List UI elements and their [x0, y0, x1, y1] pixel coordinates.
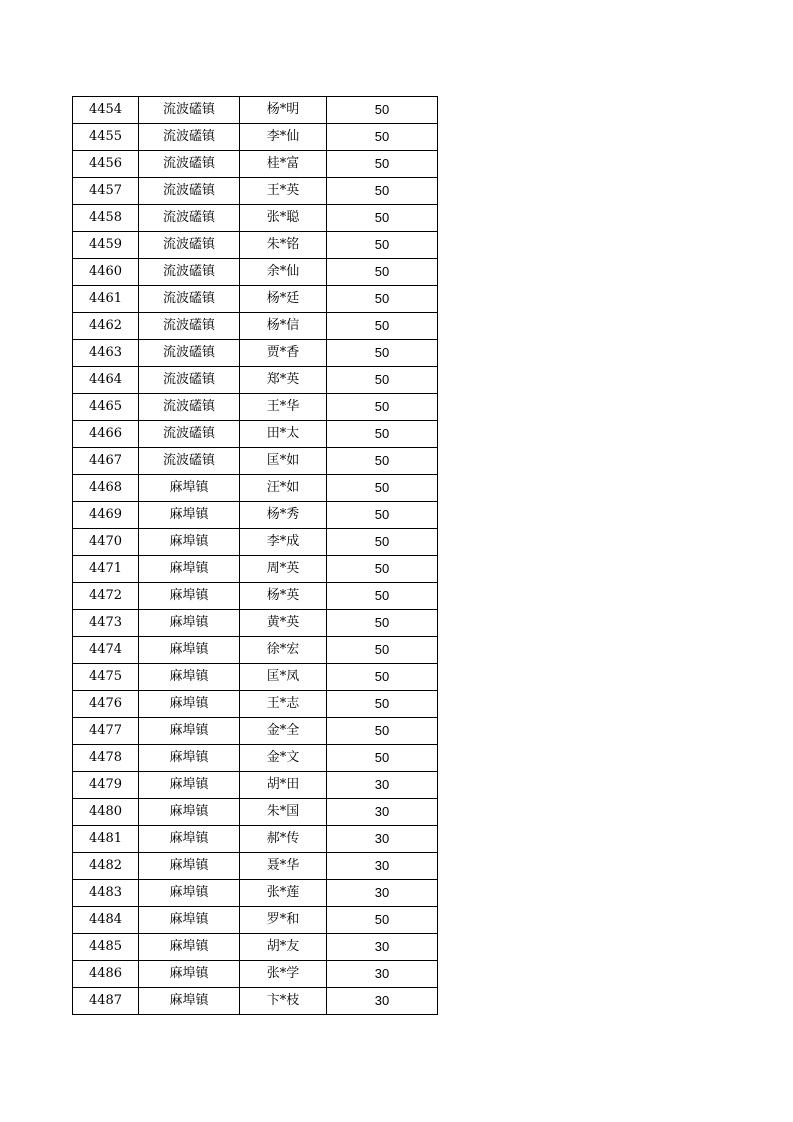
row-number-cell: 4465 — [73, 394, 139, 421]
row-number-cell: 4455 — [73, 124, 139, 151]
town-cell: 流波礚镇 — [139, 151, 240, 178]
table-row — [73, 205, 438, 232]
name-cell: 李*仙 — [240, 124, 327, 151]
table-row — [73, 232, 438, 259]
name-cell: 杨*英 — [240, 583, 327, 610]
table-row — [73, 340, 438, 367]
name-cell: 桂*富 — [240, 151, 327, 178]
town-cell: 流波礚镇 — [139, 313, 240, 340]
row-number-cell: 4473 — [73, 610, 139, 637]
town-cell: 麻埠镇 — [139, 880, 240, 907]
row-number-cell: 4460 — [73, 259, 139, 286]
amount-cell: 50 — [327, 637, 438, 664]
name-cell: 贾*香 — [240, 340, 327, 367]
amount-cell: 50 — [327, 691, 438, 718]
name-cell: 聂*华 — [240, 853, 327, 880]
town-cell: 流波礚镇 — [139, 124, 240, 151]
table-row — [73, 151, 438, 178]
amount-cell: 30 — [327, 934, 438, 961]
name-cell: 张*莲 — [240, 880, 327, 907]
name-cell: 张*聪 — [240, 205, 327, 232]
row-number-cell: 4486 — [73, 961, 139, 988]
name-cell: 周*英 — [240, 556, 327, 583]
amount-cell: 50 — [327, 286, 438, 313]
row-number-cell: 4462 — [73, 313, 139, 340]
table-row — [73, 259, 438, 286]
table-row — [73, 124, 438, 151]
table-row — [73, 772, 438, 799]
amount-cell: 50 — [327, 259, 438, 286]
name-cell: 余*仙 — [240, 259, 327, 286]
amount-cell: 30 — [327, 988, 438, 1015]
table-row — [73, 394, 438, 421]
town-cell: 麻埠镇 — [139, 610, 240, 637]
name-cell: 张*学 — [240, 961, 327, 988]
table-row — [73, 637, 438, 664]
table-row — [73, 502, 438, 529]
amount-cell: 30 — [327, 961, 438, 988]
table-row — [73, 448, 438, 475]
row-number-cell: 4459 — [73, 232, 139, 259]
table-row — [73, 178, 438, 205]
row-number-cell: 4480 — [73, 799, 139, 826]
table-row — [73, 286, 438, 313]
row-number-cell: 4476 — [73, 691, 139, 718]
row-number-cell: 4483 — [73, 880, 139, 907]
town-cell: 流波礚镇 — [139, 421, 240, 448]
town-cell: 流波礚镇 — [139, 448, 240, 475]
name-cell: 胡*友 — [240, 934, 327, 961]
row-number-cell: 4457 — [73, 178, 139, 205]
row-number-cell: 4454 — [73, 97, 139, 124]
row-number-cell: 4482 — [73, 853, 139, 880]
row-number-cell: 4464 — [73, 367, 139, 394]
amount-cell: 50 — [327, 421, 438, 448]
amount-cell: 50 — [327, 556, 438, 583]
row-number-cell: 4479 — [73, 772, 139, 799]
town-cell: 麻埠镇 — [139, 745, 240, 772]
table-row — [73, 475, 438, 502]
town-cell: 流波礚镇 — [139, 259, 240, 286]
table-row — [73, 421, 438, 448]
town-cell: 麻埠镇 — [139, 637, 240, 664]
town-cell: 流波礚镇 — [139, 340, 240, 367]
table-row — [73, 907, 438, 934]
table-row — [73, 556, 438, 583]
amount-cell: 50 — [327, 529, 438, 556]
name-cell: 杨*秀 — [240, 502, 327, 529]
name-cell: 郝*传 — [240, 826, 327, 853]
table-row — [73, 313, 438, 340]
name-cell: 匡*凤 — [240, 664, 327, 691]
town-cell: 麻埠镇 — [139, 853, 240, 880]
amount-cell: 50 — [327, 97, 438, 124]
row-number-cell: 4463 — [73, 340, 139, 367]
amount-cell: 50 — [327, 151, 438, 178]
table-row — [73, 799, 438, 826]
name-cell: 朱*国 — [240, 799, 327, 826]
town-cell: 流波礚镇 — [139, 97, 240, 124]
amount-cell: 50 — [327, 502, 438, 529]
town-cell: 麻埠镇 — [139, 475, 240, 502]
town-cell: 麻埠镇 — [139, 961, 240, 988]
town-cell: 麻埠镇 — [139, 718, 240, 745]
name-cell: 金*文 — [240, 745, 327, 772]
name-cell: 田*太 — [240, 421, 327, 448]
table-row — [73, 853, 438, 880]
table-row — [73, 367, 438, 394]
name-cell: 朱*铭 — [240, 232, 327, 259]
town-cell: 麻埠镇 — [139, 772, 240, 799]
name-cell: 王*华 — [240, 394, 327, 421]
row-number-cell: 4484 — [73, 907, 139, 934]
amount-cell: 50 — [327, 178, 438, 205]
town-cell: 麻埠镇 — [139, 799, 240, 826]
table-row — [73, 529, 438, 556]
table-row — [73, 934, 438, 961]
row-number-cell: 4487 — [73, 988, 139, 1015]
amount-cell: 50 — [327, 124, 438, 151]
table-row — [73, 691, 438, 718]
row-number-cell: 4469 — [73, 502, 139, 529]
town-cell: 麻埠镇 — [139, 502, 240, 529]
town-cell: 麻埠镇 — [139, 934, 240, 961]
amount-cell: 50 — [327, 313, 438, 340]
row-number-cell: 4466 — [73, 421, 139, 448]
row-number-cell: 4468 — [73, 475, 139, 502]
table-row — [73, 961, 438, 988]
amount-cell: 50 — [327, 448, 438, 475]
amount-cell: 50 — [327, 745, 438, 772]
name-cell: 徐*宏 — [240, 637, 327, 664]
amount-cell: 50 — [327, 610, 438, 637]
town-cell: 麻埠镇 — [139, 907, 240, 934]
row-number-cell: 4471 — [73, 556, 139, 583]
amount-cell: 50 — [327, 394, 438, 421]
table-row — [73, 745, 438, 772]
amount-cell: 50 — [327, 205, 438, 232]
town-cell: 麻埠镇 — [139, 988, 240, 1015]
name-cell: 罗*和 — [240, 907, 327, 934]
name-cell: 李*成 — [240, 529, 327, 556]
amount-cell: 30 — [327, 853, 438, 880]
table-row — [73, 583, 438, 610]
row-number-cell: 4485 — [73, 934, 139, 961]
town-cell: 流波礚镇 — [139, 286, 240, 313]
row-number-cell: 4470 — [73, 529, 139, 556]
town-cell: 麻埠镇 — [139, 664, 240, 691]
amount-cell: 50 — [327, 367, 438, 394]
name-cell: 杨*廷 — [240, 286, 327, 313]
name-cell: 胡*田 — [240, 772, 327, 799]
table-row — [73, 718, 438, 745]
table-row — [73, 664, 438, 691]
name-cell: 郑*英 — [240, 367, 327, 394]
amount-cell: 30 — [327, 799, 438, 826]
row-number-cell: 4478 — [73, 745, 139, 772]
amount-cell: 50 — [327, 583, 438, 610]
amount-cell: 50 — [327, 340, 438, 367]
data-table — [72, 96, 438, 1015]
town-cell: 麻埠镇 — [139, 529, 240, 556]
name-cell: 王*英 — [240, 178, 327, 205]
table-row — [73, 610, 438, 637]
row-number-cell: 4456 — [73, 151, 139, 178]
table-row — [73, 97, 438, 124]
name-cell: 杨*信 — [240, 313, 327, 340]
town-cell: 流波礚镇 — [139, 367, 240, 394]
row-number-cell: 4467 — [73, 448, 139, 475]
amount-cell: 50 — [327, 718, 438, 745]
table-row — [73, 880, 438, 907]
row-number-cell: 4472 — [73, 583, 139, 610]
name-cell: 汪*如 — [240, 475, 327, 502]
table-body — [73, 97, 438, 1015]
town-cell: 流波礚镇 — [139, 394, 240, 421]
amount-cell: 50 — [327, 232, 438, 259]
town-cell: 麻埠镇 — [139, 691, 240, 718]
amount-cell: 50 — [327, 664, 438, 691]
row-number-cell: 4458 — [73, 205, 139, 232]
town-cell: 流波礚镇 — [139, 178, 240, 205]
row-number-cell: 4477 — [73, 718, 139, 745]
town-cell: 麻埠镇 — [139, 556, 240, 583]
amount-cell: 30 — [327, 880, 438, 907]
town-cell: 麻埠镇 — [139, 583, 240, 610]
town-cell: 流波礚镇 — [139, 205, 240, 232]
row-number-cell: 4475 — [73, 664, 139, 691]
name-cell: 匡*如 — [240, 448, 327, 475]
row-number-cell: 4474 — [73, 637, 139, 664]
name-cell: 卞*枝 — [240, 988, 327, 1015]
amount-cell: 30 — [327, 772, 438, 799]
town-cell: 麻埠镇 — [139, 826, 240, 853]
table-row — [73, 988, 438, 1015]
name-cell: 黄*英 — [240, 610, 327, 637]
name-cell: 杨*明 — [240, 97, 327, 124]
row-number-cell: 4481 — [73, 826, 139, 853]
row-number-cell: 4461 — [73, 286, 139, 313]
amount-cell: 50 — [327, 907, 438, 934]
amount-cell: 50 — [327, 475, 438, 502]
town-cell: 流波礚镇 — [139, 232, 240, 259]
name-cell: 金*全 — [240, 718, 327, 745]
table-row — [73, 826, 438, 853]
name-cell: 王*志 — [240, 691, 327, 718]
amount-cell: 30 — [327, 826, 438, 853]
